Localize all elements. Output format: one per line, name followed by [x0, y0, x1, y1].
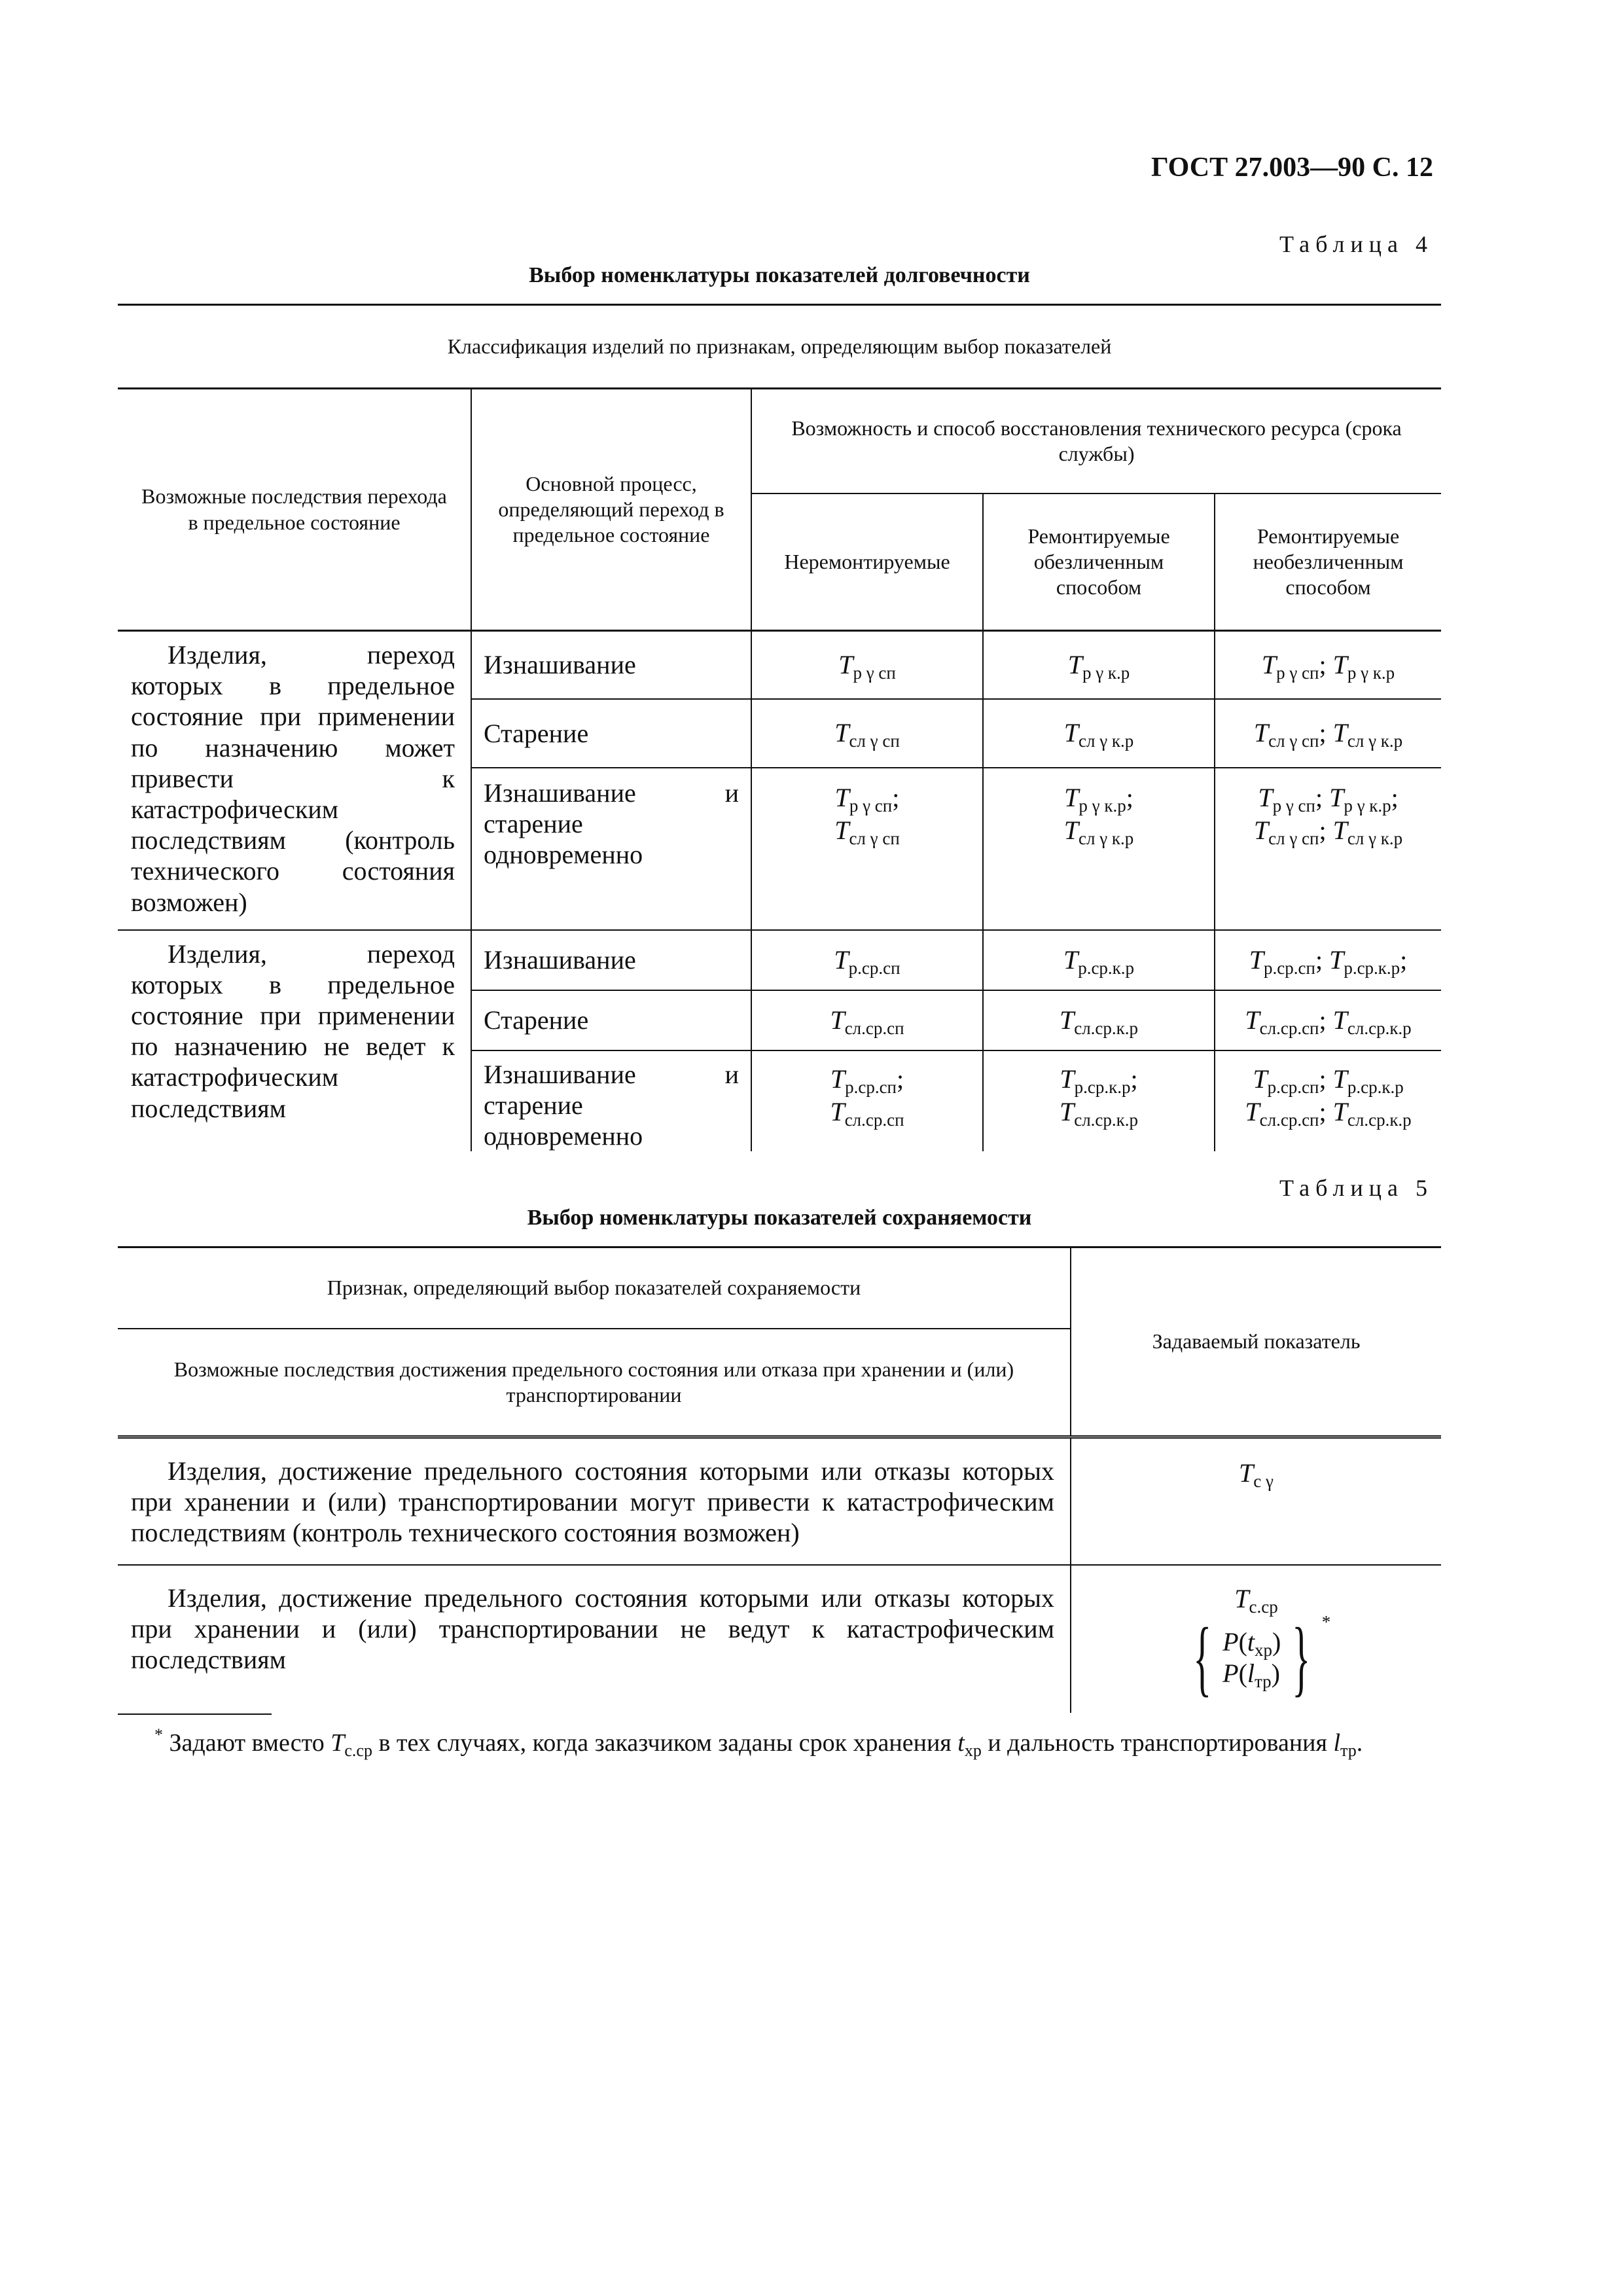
table4-g2r1-c2: $T_{р.ср.к.р}$: [983, 930, 1215, 990]
table5-row2-indicator: $T_{с.ср}$ { $P(t_{хр})$ $P(l_{тр})$ } *: [1071, 1565, 1441, 1713]
table4-label: Таблица 4: [1279, 231, 1433, 257]
table4-group1-process-both: Изнашивание и старение одновременно: [471, 768, 751, 930]
table4-g1r2-c2: $T_{сл \gamma к.р}$: [983, 699, 1215, 768]
table4-group1-process-wear: Изнашивание: [471, 631, 751, 700]
table4-group2-description: Изделия, переход которых в предельное состояние при применении по назначению не ведет к катастрофическим последствиям: [118, 930, 471, 1152]
table4: [118, 304, 1441, 1151]
table4-group-header: Возможность и способ восстановления технического ресурса (срока службы): [791, 416, 1402, 465]
footnote: * Задают вместо $T_{с.ср}$ в тех случаях, когда заказчиком заданы срок хранения $t_{хр}$ и дальность транспортирования $l_{тр}$.: [154, 1725, 1363, 1760]
table4-group1-description: Изделия, переход которых в предельное состояние при применении по назначению может привести к катастрофическим последствиям (контроль технического состояния возможен): [118, 631, 471, 930]
table5-header-consequences: Возможные последствия достижения предельного состояния или отказа при хранении и (или) транспортировании: [118, 1329, 1071, 1437]
footnote-rule: [118, 1713, 272, 1715]
table4-g1r2-c1: $T_{сл \gamma сп}$: [751, 699, 983, 768]
table4-col1-header: Возможные последствия перехода в предельное состояние: [118, 389, 471, 631]
table4-subheader-depersonalized: Ремонтируемые обезличенным способом: [983, 493, 1215, 631]
table4-g1r3-c2: $T_{р \gamma к.р}$; $T_{сл \gamma к.р}$: [983, 768, 1215, 930]
table4-g2r1-c1: $T_{р.ср.сп}$: [751, 930, 983, 990]
table4-subheader-nondepersonalized: Ремонтируемые необезличенным способом: [1253, 524, 1404, 599]
table4-title: Выбор номенклатуры показателей долговечности: [529, 263, 1030, 287]
table5-header-indicator: Задаваемый показатель: [1152, 1329, 1361, 1354]
table4-subheader-nonrepairable: Неремонтируемые: [751, 493, 983, 631]
table5-label: Таблица 5: [1279, 1175, 1433, 1201]
table4-g1r2-c3: $T_{сл \gamma сп}$; $T_{сл \gamma к.р}$: [1215, 699, 1441, 768]
table4-g2r3-c3: $T_{р.ср.сп}$; $T_{р.ср.к.р}$ $T_{сл.ср.сп}$; $T_{сл.ср.к.р}$: [1245, 1064, 1412, 1130]
table5-title: Выбор номенклатуры показателей сохраняемости: [527, 1206, 1032, 1230]
table4-g2r3-c1: $T_{р.ср.сп}$; $T_{сл.ср.сп}$: [751, 1050, 983, 1152]
alt-indicator-group: { $P(t_{хр})$ $P(l_{тр})$ } *: [1192, 1610, 1331, 1705]
right-brace-icon: }: [1292, 1610, 1311, 1705]
table5-row1-description: Изделия, достижение предельного состояния которыми или отказы которых при хранении и (или) транспортировании могут привести к катастрофическим последствиям (контроль технического состояния возможен): [118, 1437, 1071, 1565]
table4-g1r1-c2: $T_{р \gamma к.р}$: [983, 631, 1215, 700]
table5-row1-indicator: $T_{с \gamma}$: [1239, 1458, 1274, 1491]
table5: [118, 1246, 1441, 1713]
table4-g1r3-c3: $T_{р \gamma сп}$; $T_{р \gamma к.р}$; $T_{сл \gamma сп}$; $T_{сл \gamma к.р}$: [1253, 782, 1403, 848]
table4-g2r3-c2: $T_{р.ср.к.р}$; $T_{сл.ср.к.р}$: [983, 1050, 1215, 1152]
table4-group2-process-both: Изнашивание и старение одновременно: [471, 1050, 751, 1152]
table4-g1r1-c3: $T_{р \gamma сп}$; $T_{р \gamma к.р}$: [1215, 631, 1441, 700]
table4-g2r1-c3: $T_{р.ср.сп}$; $T_{р.ср.к.р}$;: [1215, 930, 1441, 990]
table4-g2r2-c1: $T_{сл.ср.сп}$: [751, 990, 983, 1050]
table4-g2r2-c3: $T_{сл.ср.сп}$; $T_{сл.ср.к.р}$: [1215, 990, 1441, 1050]
table5-row2-description: Изделия, достижение предельного состояния которыми или отказы которых при хранении и (или) транспортировании не ведут к катастрофическим последствиям: [118, 1565, 1071, 1713]
table4-g1r3-c1: $T_{р \gamma сп}$; $T_{сл \gamma сп}$: [751, 768, 983, 930]
table4-col2-header: Основной процесс, определяющий переход в предельное состояние: [471, 389, 751, 631]
table4-group2-process-aging: Старение: [471, 990, 751, 1050]
table4-super-header: Классификация изделий по признакам, определяющим выбор показателей: [447, 334, 1112, 358]
table4-group2-process-wear: Изнашивание: [471, 930, 751, 990]
page-header: ГОСТ 27.003—90 С. 12: [1150, 152, 1433, 183]
table4-group1-process-aging: Старение: [471, 699, 751, 768]
table4-g1r1-c1: $T_{р \gamma сп}$: [751, 631, 983, 700]
table5-header-sign: Признак, определяющий выбор показателей сохраняемости: [118, 1247, 1071, 1329]
left-brace-icon: {: [1192, 1610, 1211, 1705]
table4-g2r2-c2: $T_{сл.ср.к.р}$: [983, 990, 1215, 1050]
